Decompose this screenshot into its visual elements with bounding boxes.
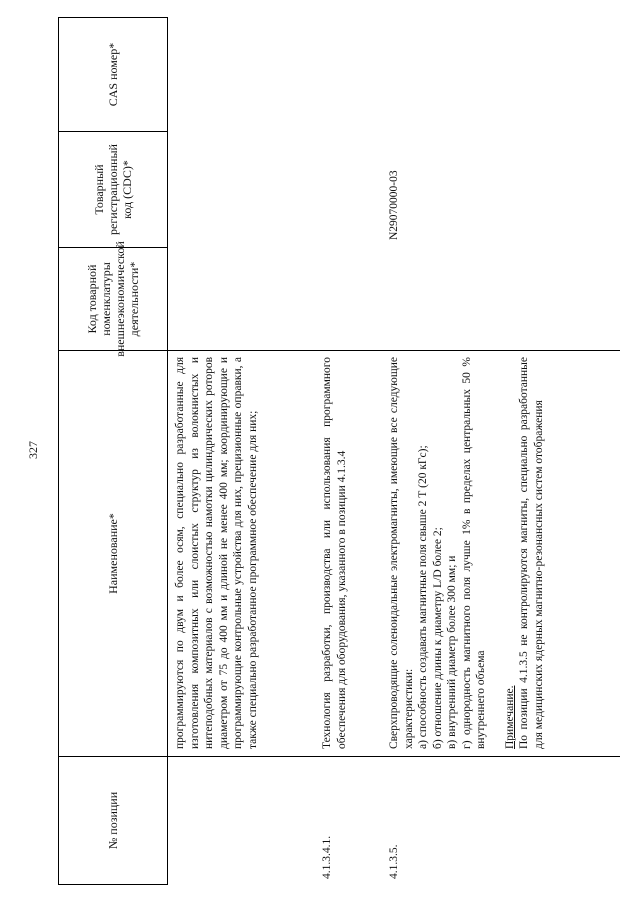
document-page	[20, 10, 620, 890]
row-position: 4.1.3.4.1.	[321, 835, 333, 879]
header-cdc: Товарный регистрационный код (CDC)*	[58, 132, 168, 248]
header-tnved: Код товарной номенклатуры внешнеэкономической деятельности*	[58, 248, 168, 351]
table-header	[58, 17, 168, 885]
page-number: 327	[26, 441, 40, 459]
header-position: № позиции	[58, 757, 168, 885]
note-title: Примечание.	[503, 685, 516, 749]
row-name-line: г) однородность магнитного поля лучше 1% в пределах центральных 50 % внутреннего объема	[460, 357, 487, 749]
row-name	[387, 357, 546, 749]
header-name: Наименование*	[58, 351, 168, 757]
row-position: 4.1.3.5.	[388, 844, 400, 879]
column-divider	[168, 350, 620, 351]
row-name: программируются по двум и более осям, специально разработанные для изготовления композитных или слоистых структур из волокнистых и нитеподобных материалов с возможностью намотки цилиндрических роторов диаметром от 75 до 400 мм и длиной не менее 400 мм; координирующие и программирующие контрольные устройства для них, прецизионные оправки, а также специально разработанное программное обеспечение для них;	[174, 357, 259, 749]
note-text: По позиции 4.1.3.5 не контролируются магниты, специально разработанные для медицинских ядерных магнитно-резонансных систем отображения	[518, 357, 545, 749]
row-cdc-code: N29070000-03	[388, 170, 400, 240]
row-name-line: б) отношение длины к диаметру L/D более 2;	[431, 527, 444, 749]
row-name-line: а) способность создавать магнитные поля свыше 2 Т (20 кГс);	[417, 445, 429, 749]
row-name-line: Сверхпроводящие соленоидальные электромагниты, имеющие все следующие характеристики:	[388, 357, 415, 749]
row-name: Технология разработки, производства или использования программного обеспечения для оборудования, указанного в позиции 4.1.3.4	[321, 357, 348, 749]
header-cas: CAS номер*	[58, 17, 168, 132]
column-divider	[168, 756, 620, 757]
row-name-line: в) внутренний диаметр более 300 мм; и	[446, 555, 458, 749]
